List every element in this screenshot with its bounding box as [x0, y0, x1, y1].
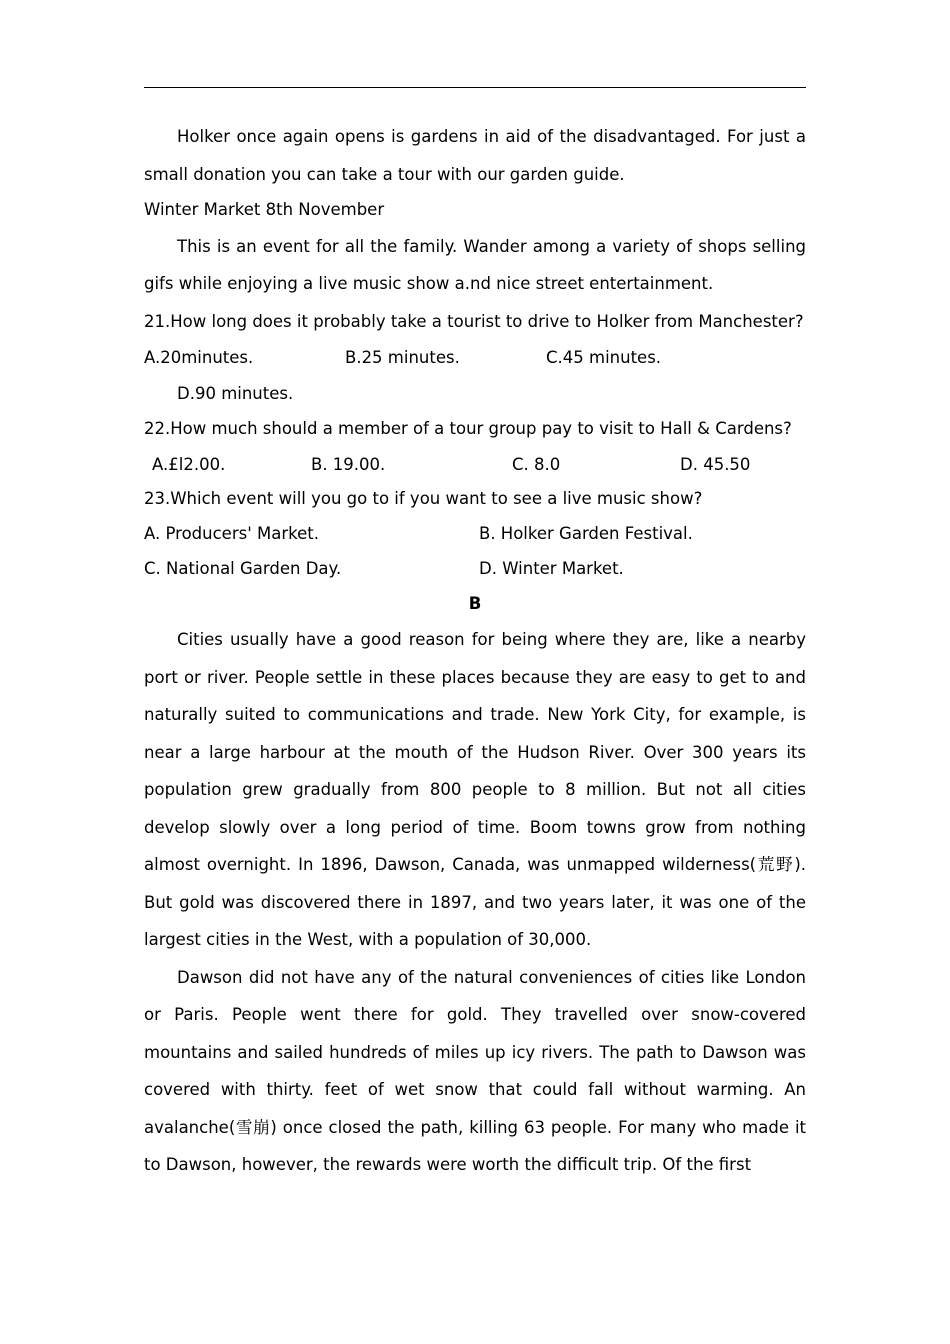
section-b-paragraph-1: Cities usually have a good reason for being where they are, like a nearby port or river. People settle in these places because they are easy to get to and naturally suited to communications and trade. New York City, for example, is near a large harbour at the mouth of the Hudson River. Over 300 years its population grew gradually from 800 people to 8 million. But not all cities develop slowly over a long period of time. Boom towns grow from nothing almost overnight. In 1896, Dawson, Canada, was unmapped wilderness(荒野). But gold was discovered there in 1897, and two years later, it was one of the largest cities in the West, with a population of 30,000.: [144, 630, 806, 949]
question-23: 23.Which event will you go to if you want to see a live music show?: [144, 488, 703, 508]
holker-gardens-paragraph: Holker once again opens is gardens in aid of the disadvantaged. For just a small donation you can take a tour with our garden guide.: [144, 127, 806, 184]
winter-market-paragraph: This is an event for all the family. Wander among a variety of shops selling gifs while enjoying a live music show a.nd nice street entertainment.: [144, 236, 806, 293]
q21-option-b: B.25 minutes.: [345, 348, 460, 367]
q23-option-d: D. Winter Market.: [479, 559, 624, 578]
q21-option-c: C.45 minutes.: [546, 348, 662, 367]
document-body: [144, 118, 806, 1184]
section-b-paragraph-2: Dawson did not have any of the natural conveniences of cities like London or Paris. People went there for gold. They travelled over snow-covered mountains and sailed hundreds of miles up icy rivers. The path to Dawson was covered with thirty. feet of wet snow that could fall without warming. An avalanche(雪崩) once closed the path, killing 63 people. For many who made it to Dawson, however, the rewards were worth the difficult trip. Of the first: [144, 967, 806, 1174]
q23-option-a: A. Producers' Market.: [144, 524, 319, 543]
q22-option-b: B. 19.00.: [311, 454, 386, 474]
q23-option-c: C. National Garden Day.: [144, 559, 342, 578]
question-22: 22.How much should a member of a tour group pay to visit to Hall & Cardens?: [144, 419, 792, 438]
question-21-options: [144, 340, 806, 375]
q22-option-d: D. 45.50: [680, 454, 751, 474]
winter-market-heading: Winter Market 8th November: [144, 200, 385, 219]
q23-option-b: B. Holker Garden Festival.: [479, 524, 693, 543]
section-b-heading: B: [468, 594, 482, 613]
question-23-options-row2: [144, 551, 806, 586]
question-21: 21.How long does it probably take a tourist to drive to Holker from Manchester?: [144, 311, 804, 331]
header-rule: [144, 87, 806, 88]
question-23-options-row1: [144, 516, 806, 551]
q21-option-a: A.20minutes.: [144, 348, 254, 367]
q22-option-c: C. 8.0: [512, 454, 561, 474]
q21-option-d: D.90 minutes.: [177, 384, 294, 403]
q22-option-a: A.£l2.00.: [152, 454, 226, 474]
question-22-options: [144, 447, 806, 482]
